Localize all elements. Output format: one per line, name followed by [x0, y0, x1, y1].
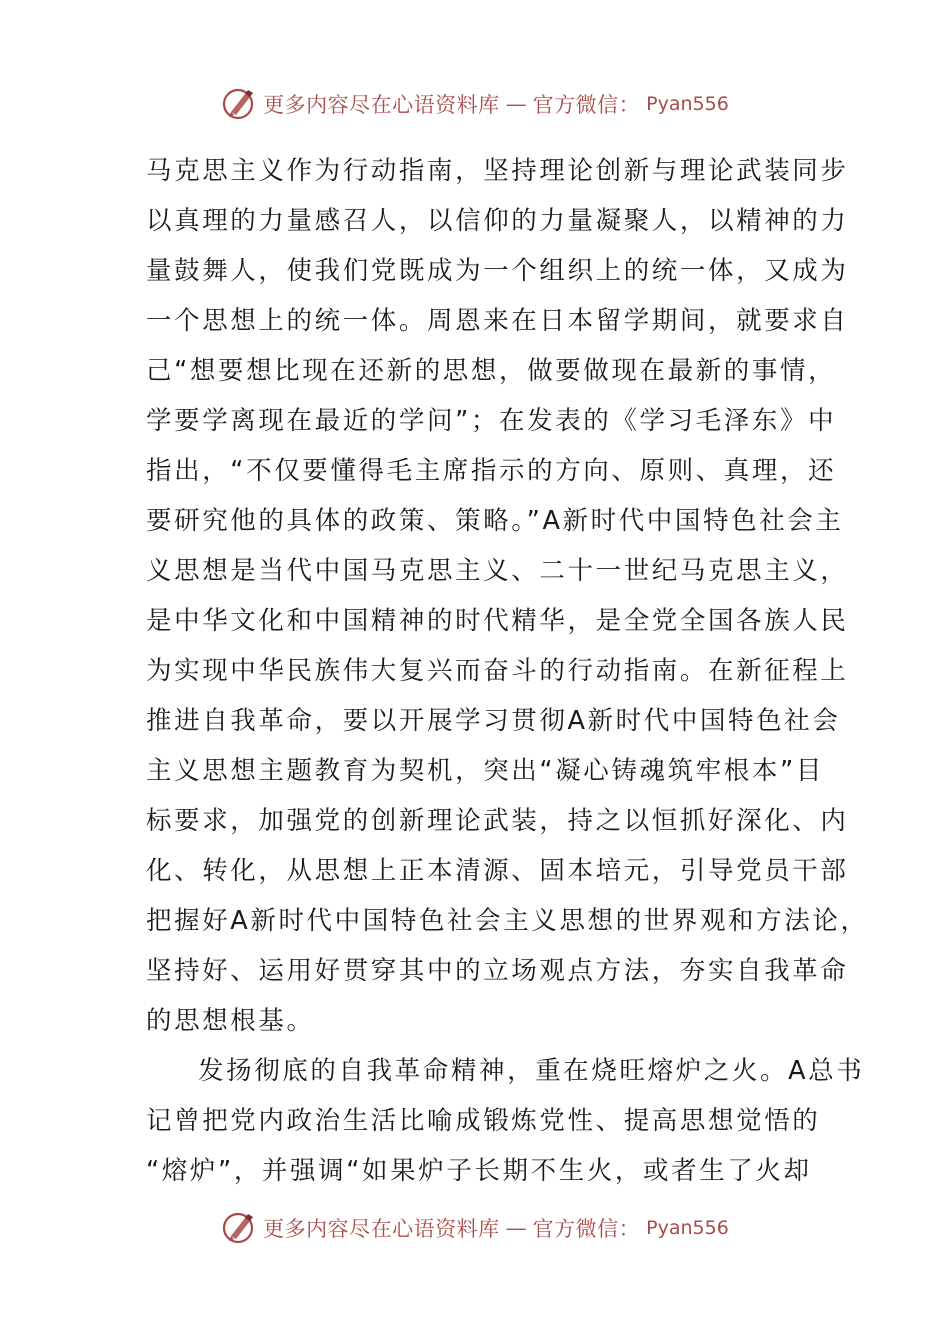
paragraph-start-line: 发扬彻底的自我革命精神，重在烧旺熔炉之火。A总书 — [198, 1056, 865, 1086]
text-line: 的思想根基。 — [146, 1006, 315, 1036]
header-banner — [0, 84, 950, 124]
text-line: 化、转化，从思想上正本清源、固本培元，引导党员干部 — [146, 856, 849, 886]
text-line: 是中华文化和中国精神的时代精华，是全党全国各族人民 — [146, 606, 849, 636]
text-line: 义思想是当代中国马克思主义、二十一世纪马克思主义， — [146, 556, 849, 586]
banner-separator: — — [505, 1216, 527, 1240]
text-line: 坚持好、运用好贯穿其中的立场观点方法，夯实自我革命 — [146, 956, 849, 986]
banner-wechat-label: 官方微信： — [532, 1217, 641, 1241]
banner-slogan: 更多内容尽在心语资料库 — [263, 1217, 500, 1241]
pen-logo-icon — [221, 1210, 257, 1246]
text-line: 把握好A新时代中国特色社会主义思想的世界观和方法论， — [146, 906, 869, 936]
document-body — [146, 146, 869, 1196]
text-line: 为实现中华民族伟大复兴而奋斗的行动指南。在新征程上 — [146, 656, 849, 686]
text-line: 一个思想上的统一体。周恩来在日本留学期间，就要求自 — [146, 306, 849, 336]
text-line: 要研究他的具体的政策、策略。”A新时代中国特色社会主 — [146, 506, 844, 536]
banner-wechat-id: Pyan556 — [646, 1217, 729, 1239]
banner-slogan: 更多内容尽在心语资料库 — [263, 93, 500, 117]
text-line: 指出，“不仅要懂得毛主席指示的方向、原则、真理，还 — [146, 456, 837, 486]
text-line: 标要求，加强党的创新理论武装，持之以恒抓好深化、内 — [146, 806, 849, 836]
text-line: 以真理的力量感召人，以信仰的力量凝聚人，以精神的力 — [146, 206, 849, 236]
banner-wechat-id: Pyan556 — [646, 93, 729, 115]
text-line: 学要学离现在最近的学问”；在发表的《学习毛泽东》中 — [146, 406, 837, 436]
text-line: 记曾把党内政治生活比喻成锻炼党性、提高思想觉悟的 — [146, 1106, 821, 1136]
text-line: 己“想要想比现在还新的思想，做要做现在最新的事情， — [146, 356, 837, 386]
text-line: 量鼓舞人，使我们党既成为一个组织上的统一体，又成为 — [146, 256, 849, 286]
banner-wechat-label: 官方微信： — [532, 93, 641, 117]
text-line: 主义思想主题教育为契机，突出“凝心铸魂筑牢根本”目 — [146, 756, 824, 786]
text-line: 马克思主义作为行动指南，坚持理论创新与理论武装同步 — [146, 156, 849, 186]
footer-banner — [0, 1208, 950, 1248]
text-line: 推进自我革命，要以开展学习贯彻A新时代中国特色社会 — [146, 706, 841, 736]
text-line: “熔炉”，并强调“如果炉子长期不生火，或者生了火却 — [146, 1156, 812, 1186]
pen-logo-icon — [221, 86, 257, 122]
banner-separator: — — [505, 92, 527, 116]
